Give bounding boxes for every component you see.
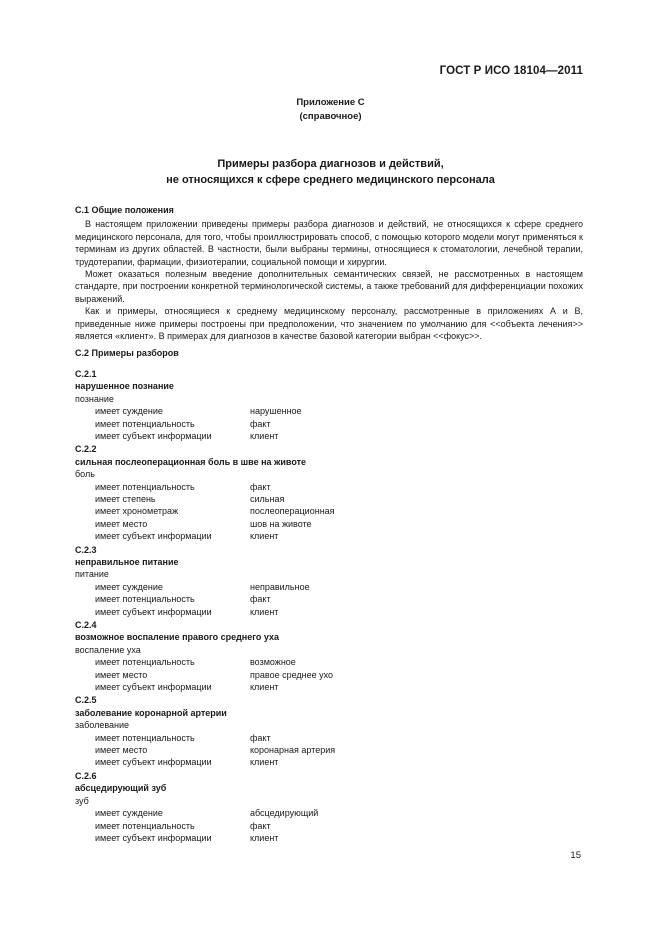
example-title: абсцедирующий зуб — [75, 783, 167, 794]
relation-key: имеет суждение — [95, 808, 163, 819]
relation-row — [75, 493, 583, 505]
relation-row — [75, 744, 583, 756]
relation-row — [75, 681, 583, 693]
relation-value: послеоперационная — [250, 506, 335, 517]
document-body — [75, 204, 583, 844]
relation-key: имеет место — [95, 518, 148, 529]
example-focus: воспаление уха — [75, 644, 141, 655]
relation-value: клиент — [250, 757, 279, 768]
relation-row — [75, 581, 583, 593]
example-focus: боль — [75, 469, 95, 480]
relation-value: клиент — [250, 832, 279, 843]
annex-note: (справочное) — [299, 111, 362, 122]
example-focus: познание — [75, 393, 114, 404]
example-list — [75, 368, 583, 844]
relation-key: имеет субъект информации — [95, 430, 212, 441]
example-focus: питание — [75, 569, 109, 580]
relation-row — [75, 505, 583, 517]
relation-key: имеет потенциальность — [95, 732, 195, 743]
example-block — [75, 694, 583, 768]
relation-value: шов на животе — [250, 518, 312, 529]
relation-row — [75, 430, 583, 442]
relation-value: коронарная артерия — [250, 745, 336, 756]
relation-value: правое среднее ухо — [250, 669, 334, 680]
relation-key: имеет потенциальность — [95, 657, 195, 668]
example-id: С.2.3 — [75, 544, 97, 555]
relation-key: имеет суждение — [95, 406, 163, 417]
relation-row — [75, 593, 583, 605]
example-id: С.2.1 — [75, 368, 97, 379]
relation-row — [75, 606, 583, 618]
example-block — [75, 770, 583, 844]
annex-title — [0, 156, 661, 188]
relation-value: нарушенное — [250, 406, 302, 417]
section-heading-c2: С.2 Примеры разборов — [75, 348, 179, 359]
relation-key: имеет потенциальность — [95, 820, 195, 831]
relation-value: абсцедирующий — [250, 808, 319, 819]
example-block — [75, 368, 583, 442]
relation-key: имеет место — [95, 669, 148, 680]
relation-key: имеет степень — [95, 493, 156, 504]
relation-row — [75, 820, 583, 832]
example-title: заболевание коронарной артерии — [75, 707, 227, 718]
annex-label: Приложение С — [296, 97, 365, 108]
paragraph: Может оказаться полезным введение дополнительных семантических связей, не рассмотренных в настоящем стандарте, при построении конкретной терминологической системы, а также требований для дифференциации похожих выражений. — [75, 269, 583, 304]
example-id: С.2.4 — [75, 620, 97, 630]
relation-value: клиент — [250, 606, 279, 617]
relation-row — [75, 807, 583, 819]
example-block — [75, 544, 583, 618]
relation-row — [75, 732, 583, 744]
relation-key: имеет потенциальность — [95, 481, 195, 492]
relation-row — [75, 530, 583, 542]
paragraph: В настоящем приложении приведены примеры разбора диагнозов и действий, не относящихся к сфере среднего медицинского персонала, для того, чтобы проиллюстрировать способ, с помощью которого модели могут применяться к терминам из других областей. В частности, были выбраны термины, относящиеся к стоматологии, лечебной терапии, трудотерапии, фармации, физиотерапии, социальной помощи и хирургии. — [75, 219, 583, 267]
relation-key: имеет субъект информации — [95, 606, 212, 617]
relation-key: имеет место — [95, 745, 148, 756]
relation-row — [75, 656, 583, 668]
relation-key: имеет субъект информации — [95, 757, 212, 768]
example-id: С.2.6 — [75, 770, 97, 781]
relation-value: факт — [250, 594, 271, 605]
example-focus: зуб — [75, 795, 89, 806]
example-title: нарушенное познание — [75, 381, 174, 392]
relation-row — [75, 669, 583, 681]
relation-row — [75, 405, 583, 417]
relation-key: имеет субъект информации — [95, 832, 212, 843]
paragraph: Как и примеры, относящиеся к среднему медицинскому персоналу, рассмотренные в приложениях А и В, приведенные ниже примеры построены при предположении, что значением по умолчанию для <<объекта лечения>> является «клиент». В примерах для диагнозов в качестве базовой категории выбран <<фокус>>. — [75, 306, 583, 342]
relation-value: клиент — [250, 430, 279, 441]
annex-title-line-1: Примеры разбора диагнозов и действий, — [217, 158, 444, 170]
relation-row — [75, 756, 583, 768]
relation-key: имеет потенциальность — [95, 418, 195, 429]
example-block — [75, 619, 583, 693]
example-id: С.2.5 — [75, 695, 97, 706]
document-code: ГОСТ Р ИСО 18104—2011 — [439, 65, 583, 77]
relation-key: имеет хронометраж — [95, 506, 179, 517]
page-number: 15 — [570, 850, 581, 861]
example-title: сильная послеоперационная боль в шве на животе — [75, 456, 307, 467]
relation-value: факт — [250, 820, 271, 831]
example-focus: заболевание — [75, 720, 130, 731]
example-title: неправильное питание — [75, 556, 179, 567]
annex-title-line-2: не относящихся к сфере среднего медицинского персонала — [166, 174, 495, 186]
relation-row — [75, 418, 583, 430]
annex-header — [0, 96, 661, 124]
relation-value: возможное — [250, 657, 296, 668]
example-title: возможное воспаление правого среднего уха — [75, 632, 279, 643]
relation-value: клиент — [250, 531, 279, 542]
relation-value: факт — [250, 418, 271, 429]
relation-value: сильная — [250, 493, 285, 504]
relation-value: клиент — [250, 682, 279, 693]
relation-value: неправильное — [250, 581, 310, 592]
relation-key: имеет потенциальность — [95, 594, 195, 605]
relation-key: имеет субъект информации — [95, 682, 212, 693]
relation-key: имеет суждение — [95, 581, 163, 592]
section-heading-c1: С.1 Общие положения — [75, 205, 174, 215]
example-id: С.2.2 — [75, 444, 97, 455]
relation-row — [75, 481, 583, 493]
relation-key: имеет субъект информации — [95, 531, 212, 542]
relation-row — [75, 832, 583, 844]
relation-value: факт — [250, 732, 271, 743]
example-block — [75, 443, 583, 542]
relation-value: факт — [250, 481, 271, 492]
relation-row — [75, 518, 583, 530]
